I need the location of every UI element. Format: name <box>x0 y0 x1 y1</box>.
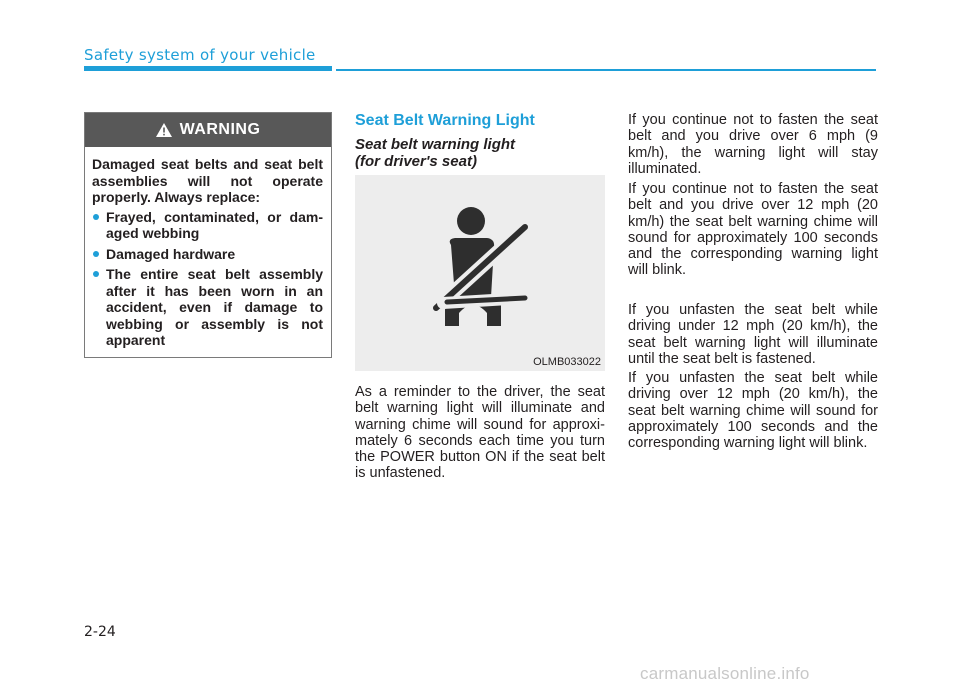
right-paragraph-1: If you continue not to fasten the seat belt and you drive over 6 mph (9 km/h), the warning light will stay illuminated. <box>628 112 878 177</box>
right-paragraph-2: If you continue not to fasten the seat belt and you drive over 12 mph (20 km/h) the seat belt warning chime will sound for approximately 100 seconds and the corresponding warning light will blink. <box>628 181 878 279</box>
figure <box>355 175 605 371</box>
warning-body <box>85 147 331 349</box>
warning-label: WARNING <box>179 121 261 138</box>
watermark: carmanualsonline.info <box>640 664 810 683</box>
warning-item: Frayed, contaminated, or dam- aged webbing <box>92 209 323 242</box>
header-bar-right <box>336 69 876 71</box>
warning-intro: Damaged seat belts and seat belt assemblies will not operate properly. Always replace: <box>92 156 323 205</box>
section-paragraph: As a reminder to the driver, the seat belt warning light will illuminate and warning chime will sound for approxi- mately 6 seconds each time you turn the POWER button ON if the seat belt is unfastened. <box>355 384 605 482</box>
warning-triangle-icon <box>156 123 172 137</box>
section-subtitle <box>355 136 605 170</box>
header-bar-left <box>84 66 332 71</box>
subtitle-line-2: (for driver's seat) <box>355 153 477 170</box>
subtitle-line-1: Seat belt warning light <box>355 136 516 153</box>
right-paragraph-3: If you unfasten the seat belt while driving under 12 mph (20 km/h), the seat belt warning light will illuminate until the seat belt is fastened. <box>628 302 878 367</box>
figure-code: OLMB033022 <box>533 356 601 368</box>
header-title: Safety system of your vehicle <box>84 46 316 64</box>
warning-item: The entire seat belt assembly after it has been worn in an accident, even if damage to webbing or assembly is not apparent <box>92 266 323 349</box>
right-paragraph-4: If you unfasten the seat belt while driving over 12 mph (20 km/h), the seat belt warning chime will sound for approximately 100 seconds and the corresponding warning light will blink. <box>628 370 878 452</box>
warning-list <box>92 209 323 349</box>
warning-item: Damaged hardware <box>92 246 323 263</box>
warning-box <box>84 112 332 358</box>
page-number: 2-24 <box>84 624 116 640</box>
seat-belt-warning-icon <box>355 175 605 371</box>
warning-header <box>85 113 331 147</box>
section-title: Seat Belt Warning Light <box>355 112 535 129</box>
